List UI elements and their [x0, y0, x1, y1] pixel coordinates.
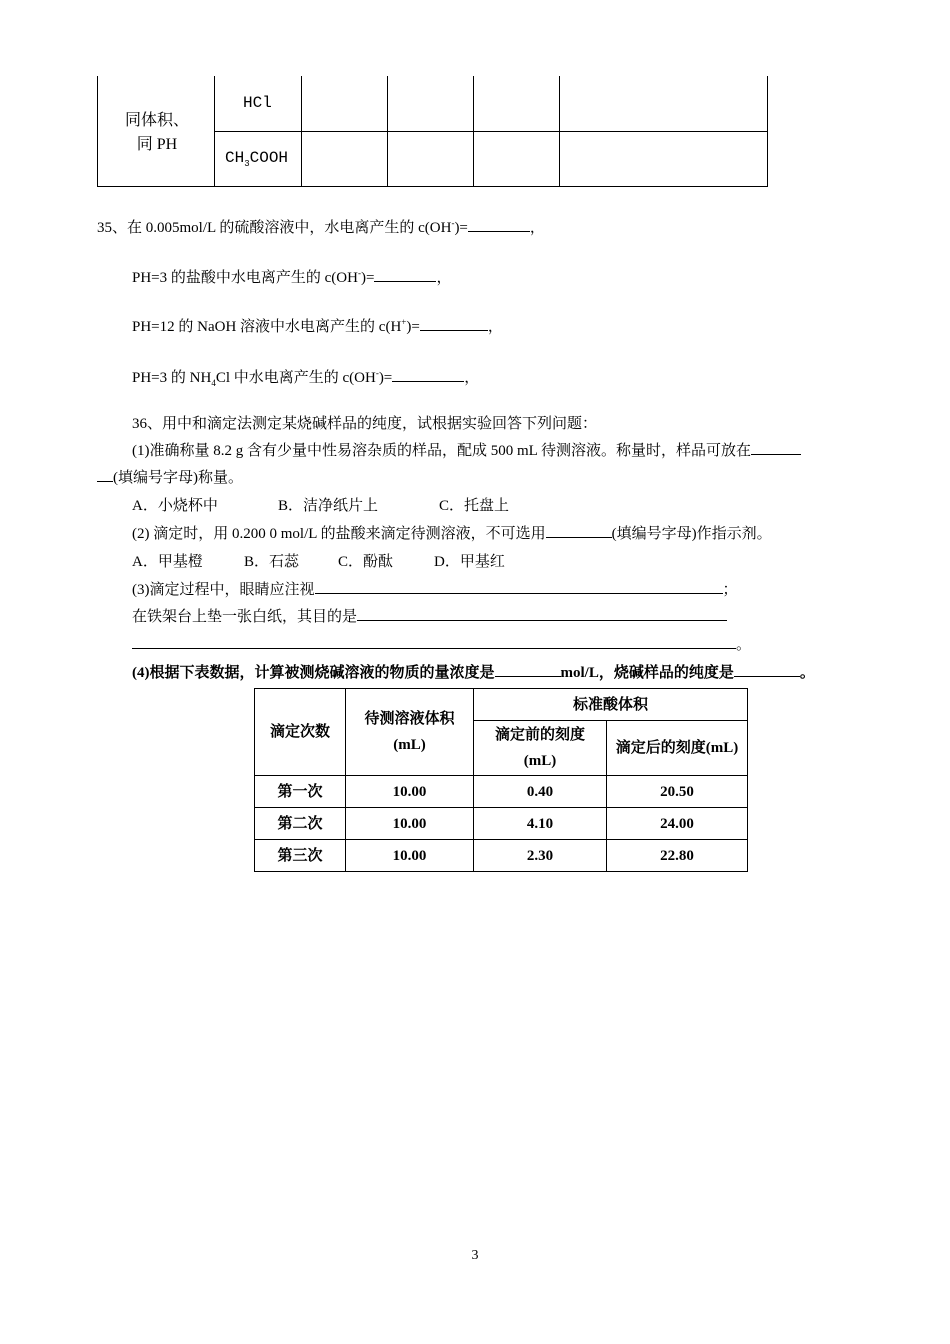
- q36-options1: [132, 494, 509, 515]
- top-table-fragment: [97, 76, 768, 187]
- q36-part3-text: (3)滴定过程中，眼睛应注视: [132, 582, 315, 598]
- q36-part3: [132, 578, 738, 599]
- ch3cooh-sub: 3: [244, 159, 250, 170]
- q36-intro: 36、用中和滴定法测定某烧碱样品的纯度，试根据实验回答下列问题：: [132, 416, 598, 432]
- q35-line1-end: ，: [529, 220, 545, 236]
- q35-line2: [132, 266, 451, 287]
- q35-line2-post: )=: [360, 270, 375, 286]
- q36-part1-cont-text: (填编号字母)称量。: [113, 470, 243, 486]
- row-before: 4.10: [474, 808, 607, 840]
- q35-line4-sup: -: [375, 368, 379, 378]
- row-volume: 10.00: [346, 840, 474, 872]
- q36-part4: [132, 661, 815, 682]
- answer-blank[interactable]: [734, 662, 800, 677]
- answer-blank[interactable]: [468, 217, 530, 232]
- row-before: 0.40: [474, 776, 607, 808]
- table-row: [255, 840, 748, 872]
- q36-part3b-text: 在铁架台上垫一张白纸，其目的是: [132, 609, 358, 625]
- answer-blank[interactable]: [392, 367, 464, 382]
- q35-line4: [132, 366, 479, 388]
- q36-part4-text: (4)根据下表数据，计算被测烧碱溶液的物质的量浓度是: [132, 665, 495, 681]
- answer-blank[interactable]: [97, 467, 113, 482]
- row-label-line1: 同体积、: [124, 112, 189, 129]
- q36-part2: [132, 522, 772, 543]
- q36-part4-end: 。: [799, 665, 815, 681]
- q35-line1: [97, 216, 545, 237]
- header-std-acid: 标准酸体积: [474, 689, 748, 721]
- answer-blank[interactable]: [751, 440, 801, 455]
- row-after: 20.50: [607, 776, 748, 808]
- q35-line3-end: ，: [487, 319, 503, 335]
- q36-part4-mid: mol/L，烧碱样品的纯度是: [560, 665, 734, 681]
- q36-part3c: [132, 633, 751, 654]
- answer-blank[interactable]: [546, 523, 612, 538]
- table-row: [255, 808, 748, 840]
- ch3cooh-label: [225, 149, 288, 169]
- row-volume: 10.00: [346, 776, 474, 808]
- q35-line1-text: 35、在 0.005mol/L 的硫酸溶液中，水电离产生的 c(OH: [97, 220, 452, 236]
- ch3cooh-pre: CH: [225, 149, 245, 167]
- header-volume: 待测溶液体积(mL): [346, 689, 474, 776]
- q36-part1: [132, 439, 801, 460]
- q35-line3-text: PH=12 的 NaOH 溶液中水电离产生的 c(H: [132, 319, 402, 335]
- q36-part3-end: ；: [722, 582, 738, 598]
- row-label: 第二次: [255, 808, 346, 840]
- option-d: D．甲基红: [434, 554, 505, 570]
- option-b: B．洁净纸片上: [278, 498, 379, 514]
- q35-line4-text: PH=3 的 NH: [132, 370, 212, 386]
- answer-blank[interactable]: [315, 579, 723, 594]
- q35-line1-post: )=: [454, 220, 468, 236]
- q35-line2-text: PH=3 的盐酸中水电离产生的 c(OH: [132, 270, 358, 286]
- q35-line2-sup: -: [357, 268, 361, 278]
- row-label-line2: 同 PH: [136, 136, 178, 153]
- header-after: 滴定后的刻度(mL): [607, 721, 748, 776]
- row-label: 第一次: [255, 776, 346, 808]
- row-after: 22.80: [607, 840, 748, 872]
- table-row: [255, 776, 748, 808]
- titration-data-table: [254, 688, 748, 872]
- row-before: 2.30: [474, 840, 607, 872]
- q36-part2-text: (2) 滴定时，用 0.200 0 mol/L 的盐酸来滴定待测溶液，不可选用: [132, 526, 546, 542]
- q35-line4-end: ，: [464, 370, 480, 386]
- q35-line3: [132, 315, 503, 336]
- option-b: B．石蕊: [244, 554, 300, 570]
- q36-options2: [132, 550, 505, 571]
- q35-line4-mid: Cl 中水电离产生的 c(OH: [215, 370, 376, 386]
- answer-blank[interactable]: [357, 606, 727, 621]
- q35-line4-sub: 4: [211, 378, 216, 388]
- q35-line3-post: )=: [406, 319, 420, 335]
- row-label: 第三次: [255, 840, 346, 872]
- option-a: A．小烧杯中: [132, 498, 218, 514]
- q35-line2-end: ，: [436, 270, 452, 286]
- q36-part1-text: (1)准确称量 8.2 g 含有少量中性易溶杂质的样品，配成 500 mL 待测溶液。称量时，样品可放在: [132, 443, 752, 459]
- q36-part2-post: (填编号字母)作指示剂。: [611, 526, 772, 542]
- hcl-label: HCl: [243, 94, 272, 112]
- answer-blank[interactable]: [495, 662, 561, 677]
- header-before: 滴定前的刻度(mL): [474, 721, 607, 776]
- row-after: 24.00: [607, 808, 748, 840]
- q35-line3-sup: +: [401, 317, 407, 327]
- option-c: C．托盘上: [439, 498, 510, 514]
- option-c: C．酚酞: [338, 554, 394, 570]
- q35-line4-post: )=: [378, 370, 393, 386]
- option-a: A．甲基橙: [132, 554, 203, 570]
- q36-part3b: [132, 605, 727, 626]
- ch3cooh-post: COOH: [249, 149, 289, 167]
- answer-blank[interactable]: [374, 267, 436, 282]
- header-times: 滴定次数: [255, 689, 346, 776]
- page-number: 3: [471, 1248, 479, 1263]
- q36-part1-cont: [97, 466, 243, 487]
- q36-part3c-end: 。: [736, 637, 752, 653]
- row-label: [107, 109, 207, 157]
- q35-line1-sup: -: [451, 218, 455, 228]
- row-volume: 10.00: [346, 808, 474, 840]
- answer-blank[interactable]: [420, 316, 488, 331]
- answer-blank[interactable]: [132, 634, 736, 649]
